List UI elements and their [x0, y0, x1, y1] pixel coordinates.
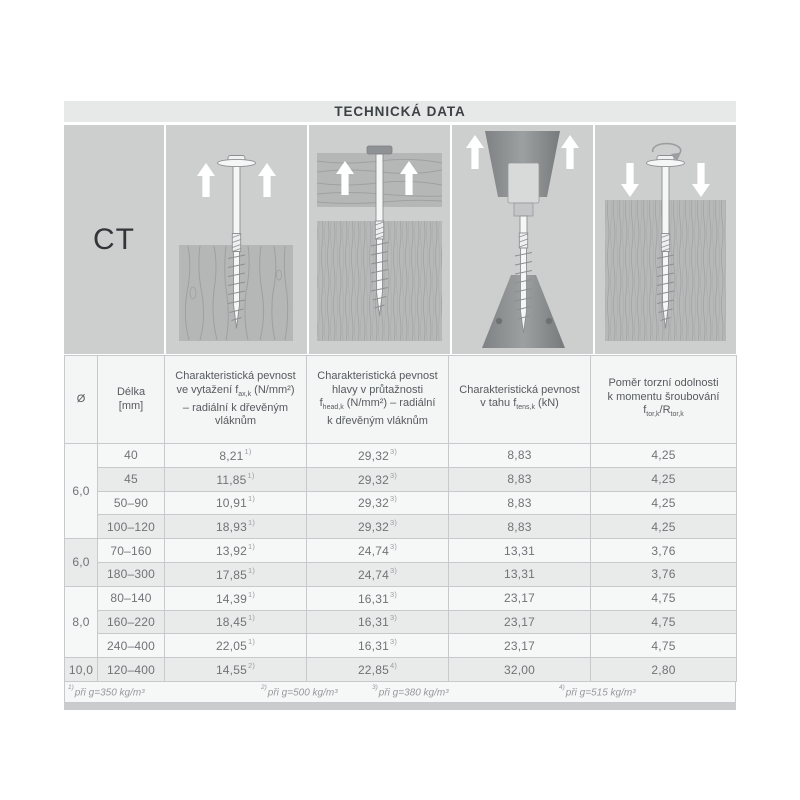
up-arrow-icon — [197, 163, 215, 197]
fax-cell: 8,21$^{1)}$ — [165, 444, 307, 468]
pullout-illustration-icon — [166, 125, 307, 354]
fax-cell: 14,39$^{1)}$ — [165, 586, 307, 610]
ftor-cell: 3,76 — [591, 539, 737, 563]
length-cell: 180–300 — [98, 562, 165, 586]
fax-cell: 14,55$^{2)}$ — [165, 658, 307, 682]
footnote: $^{1)}$při g=350 kg/m³ — [68, 683, 145, 699]
ftens-cell: 23,17 — [449, 634, 591, 658]
fax-cell: 17,85$^{1)}$ — [165, 562, 307, 586]
table-row — [65, 491, 737, 515]
head-pullthrough-illustration-icon — [309, 125, 450, 354]
fax-cell: 18,93$^{1)}$ — [165, 515, 307, 539]
down-arrow-icon — [692, 163, 710, 197]
footnote: $^{2)}$při g=500 kg/m³ — [261, 683, 338, 699]
up-arrow-icon — [258, 163, 276, 197]
col-header-ftens: Charakteristická pevnost v tahu $f_{tens,k}$ (kN) — [449, 356, 591, 444]
up-arrow-icon — [561, 135, 579, 169]
technical-datasheet — [64, 101, 736, 710]
ftor-cell: 4,25 — [591, 467, 737, 491]
ftens-cell: 8,83 — [449, 467, 591, 491]
screw-head-icon — [367, 146, 392, 154]
product-code — [64, 125, 164, 354]
col-header-length: Délka [mm] — [98, 356, 165, 444]
footnote: $^{4)}$při g=515 kg/m³ — [559, 683, 636, 699]
length-cell: 45 — [98, 467, 165, 491]
table-row — [65, 515, 737, 539]
ftens-cell: 13,31 — [449, 562, 591, 586]
ftens-cell: 8,83 — [449, 515, 591, 539]
fax-cell: 11,85$^{1)}$ — [165, 467, 307, 491]
fhead-cell: 16,31$^{3)}$ — [307, 634, 449, 658]
diameter-cell: 6,0 — [65, 539, 98, 587]
fax-cell: 10,91$^{1)}$ — [165, 491, 307, 515]
ftens-cell: 8,83 — [449, 444, 591, 468]
table-row — [65, 562, 737, 586]
length-cell: 100–120 — [98, 515, 165, 539]
table-row — [65, 586, 737, 610]
product-code-label: CT — [93, 222, 135, 256]
length-cell: 40 — [98, 444, 165, 468]
footnote: $^{3)}$při g=380 kg/m³ — [372, 683, 449, 699]
page-title: TECHNICKÁ DATA — [64, 101, 736, 122]
table-row — [65, 467, 737, 491]
fhead-cell: 22,85$^{4)}$ — [307, 658, 449, 682]
ftor-cell: 4,25 — [591, 444, 737, 468]
col-header-fhead: Charakteristická pevnost hlavy v průtažnosti $f_{head,k}$ (N/mm²) – radiální k dřevěným vláknům — [307, 356, 449, 444]
chuck-icon — [508, 163, 539, 203]
table-row — [65, 610, 737, 634]
ftor-cell: 4,25 — [591, 491, 737, 515]
technical-data-table — [64, 355, 737, 682]
ftens-cell: 32,00 — [449, 658, 591, 682]
diameter-cell: 10,0 — [65, 658, 98, 682]
fhead-cell: 29,32$^{3)}$ — [307, 444, 449, 468]
length-cell: 120–400 — [98, 658, 165, 682]
illustration-row — [64, 125, 736, 354]
table-row — [65, 634, 737, 658]
fhead-cell: 16,31$^{3)}$ — [307, 610, 449, 634]
fax-cell: 22,05$^{1)}$ — [165, 634, 307, 658]
ftor-cell: 3,76 — [591, 562, 737, 586]
fhead-cell: 16,31$^{3)}$ — [307, 586, 449, 610]
ftens-cell: 23,17 — [449, 610, 591, 634]
up-arrow-icon — [466, 135, 484, 169]
length-cell: 240–400 — [98, 634, 165, 658]
col-header-ftor: Poměr torzní odolnosti k momentu šroubování $f_{tor,k}/R_{tor,k}$ — [591, 356, 737, 444]
length-cell: 70–160 — [98, 539, 165, 563]
table-header-row — [65, 356, 737, 444]
table-row — [65, 658, 737, 682]
fax-cell: 13,92$^{1)}$ — [165, 539, 307, 563]
fhead-cell: 24,74$^{3)}$ — [307, 539, 449, 563]
ftor-cell: 4,25 — [591, 515, 737, 539]
tensile-test-illustration-icon — [452, 125, 593, 354]
length-cell: 50–90 — [98, 491, 165, 515]
ftor-cell: 4,75 — [591, 634, 737, 658]
ftens-cell: 13,31 — [449, 539, 591, 563]
down-arrow-icon — [621, 163, 639, 197]
fhead-cell: 29,32$^{3)}$ — [307, 491, 449, 515]
col-header-fax: Charakteristická pevnost ve vytažení $f_{ax,k}$ (N/mm²) – radiální k dřevěným vláknům — [165, 356, 307, 444]
ftor-cell: 4,75 — [591, 586, 737, 610]
length-cell: 160–220 — [98, 610, 165, 634]
footnotes — [64, 682, 736, 703]
ftens-cell: 23,17 — [449, 586, 591, 610]
fhead-cell: 29,32$^{3)}$ — [307, 467, 449, 491]
ftens-cell: 8,83 — [449, 491, 591, 515]
diameter-cell: 6,0 — [65, 444, 98, 539]
table-row — [65, 444, 737, 468]
ftor-cell: 2,80 — [591, 658, 737, 682]
ftor-cell: 4,75 — [591, 610, 737, 634]
fhead-cell: 24,74$^{3)}$ — [307, 562, 449, 586]
diameter-cell: 8,0 — [65, 586, 98, 657]
torsion-illustration-icon — [595, 125, 736, 354]
fax-cell: 18,45$^{1)}$ — [165, 610, 307, 634]
col-header-diameter: Ø — [65, 356, 98, 444]
fhead-cell: 29,32$^{3)}$ — [307, 515, 449, 539]
table-row — [65, 539, 737, 563]
length-cell: 80–140 — [98, 586, 165, 610]
bottom-edge-bar — [64, 703, 736, 710]
